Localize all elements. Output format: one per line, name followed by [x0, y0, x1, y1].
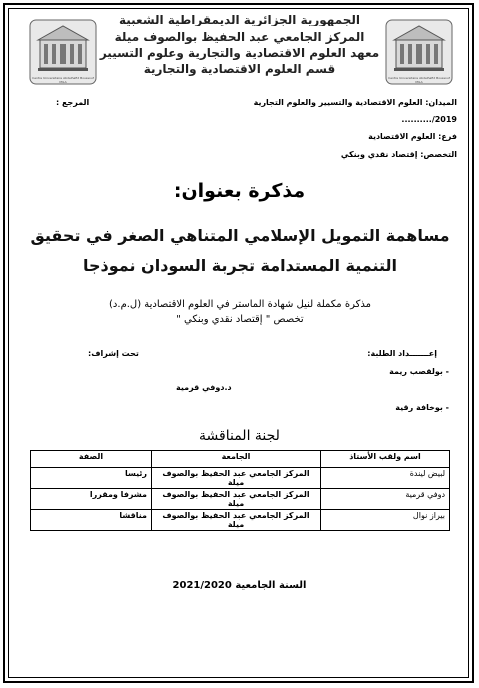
- header-university: المركز الجامعي عبد الحفيظ بوالصوف ميلة: [114, 30, 365, 44]
- header-department: قسم العلوم الاقتصادية والتجارية: [143, 62, 336, 76]
- students-label: إعـــــــداد الطلبة:: [367, 349, 437, 358]
- jury-member-institution: المركز الجامعي عبد الحفيظ بوالصوف ميلة: [152, 489, 321, 510]
- purpose-line2: تخصص " إقتصاد نقدي وبنكي ": [176, 314, 304, 325]
- jury-member-institution: المركز الجامعي عبد الحفيظ بوالصوف ميلة: [152, 510, 321, 531]
- title-label: مذكرة بعنوان:: [173, 180, 306, 202]
- jury-header-row: [31, 451, 450, 468]
- thesis-title-line1: مساهمة التمويل الإسلامي المتناهي الصغر في تحقيق: [30, 226, 450, 245]
- logo-caption: Centre Universitaire Abdelhafid Boussouf MILA: [388, 76, 450, 84]
- table-row: [31, 468, 450, 489]
- jury-member-name: لبيض ليندة: [321, 468, 450, 489]
- jury-member-role: مشرفا ومقررا: [31, 489, 152, 510]
- column-header: اسم ولقب الأستاذ: [321, 451, 450, 468]
- column-header: الصفة: [31, 451, 152, 468]
- jury-member-name: بيراز نوال: [321, 510, 450, 531]
- logo-caption: Centre Universitaire Abdelhafid Boussouf MILA: [32, 76, 94, 84]
- jury-member-role: مناقشا: [31, 510, 152, 531]
- table-row: [31, 510, 450, 531]
- supervisor-name: د.دوفي قرمية: [176, 383, 232, 392]
- column-header: الجامعة: [152, 451, 321, 468]
- jury-table: [30, 450, 450, 531]
- student-name: - بولقصب ريمة: [389, 367, 449, 376]
- jury-member-name: دوفي قرمية: [321, 489, 450, 510]
- specialty-line: التخصص: إقتصاد نقدي وبنكي: [340, 150, 457, 159]
- purpose-line1: مذكرة مكملة لنيل شهادة الماستر في العلوم الاقتصادية (ل.م.د): [109, 299, 371, 310]
- jury-heading: لجنة المناقشة: [199, 428, 280, 444]
- jury-member-institution: المركز الجامعي عبد الحفيظ بوالصوف ميلة: [152, 468, 321, 489]
- student-name: - بوخافة رقية: [395, 403, 449, 412]
- academic-year: السنة الجامعية 2021/2020: [172, 580, 307, 591]
- branch-line: فرع: العلوم الاقتصادية: [368, 132, 457, 141]
- table-row: [31, 489, 450, 510]
- supervisor-label: تحت إشراف:: [88, 349, 139, 358]
- university-logo-right: [384, 18, 454, 86]
- year-reference: 2019/..........: [401, 115, 457, 124]
- thesis-title-line2: التنمية المستدامة تجربة السودان نموذجا: [82, 256, 398, 275]
- field-line: الميدان: العلوم الاقتصادية والتسيير والعلوم التجارية: [253, 98, 457, 107]
- inner-border: [8, 8, 469, 678]
- header-institute: معهد العلوم الاقتصادية والتجارية وعلوم التسيير: [99, 46, 380, 60]
- header-republic: الجمهورية الجزائرية الديمقراطية الشعبية: [118, 13, 361, 26]
- jury-member-role: رئيسا: [31, 468, 152, 489]
- reference-label: المرجع :: [56, 98, 90, 107]
